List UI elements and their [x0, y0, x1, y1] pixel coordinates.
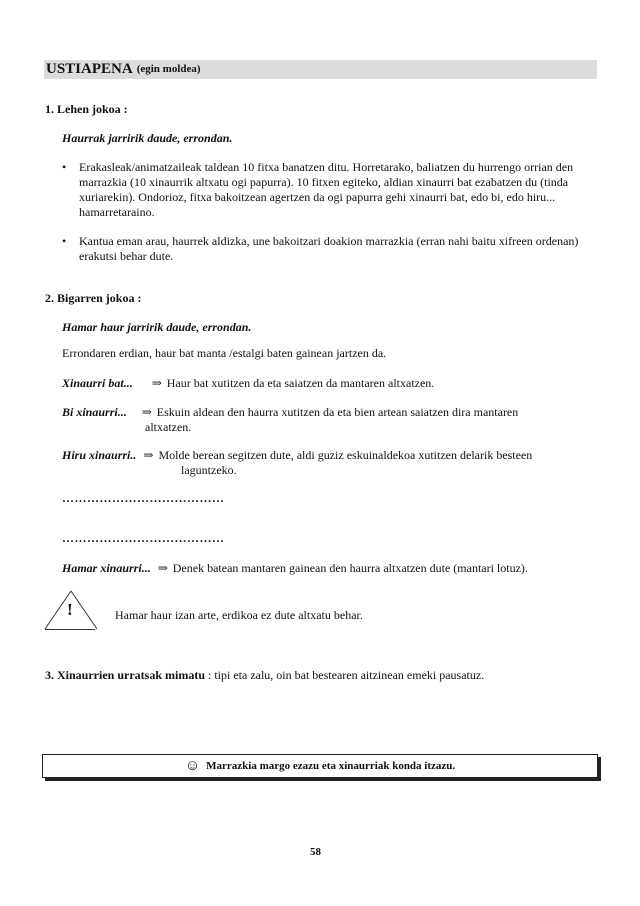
section-header	[44, 60, 597, 79]
step-label: Xinaurri bat...	[62, 376, 133, 390]
game2-description: Errondaren erdian, haur bat manta /estalgi baten gainean jartzen da.	[62, 346, 387, 360]
arrow-icon: ⇒	[157, 561, 168, 575]
step-text: Haur bat xutitzen da eta saiatzen da mantaren altxatzen.	[166, 376, 435, 390]
step-label: Bi xinaurri...	[62, 405, 127, 419]
game2-step-1	[62, 376, 434, 391]
game1-bullet-1-text: Erakasleak/animatzaileak taldean 10 fitxa banatzen ditu. Horretarako, baliatzen du hurrengo orrian den marrazkia (10 xinaurrik altxatu ogi papurra). 10 fitxen egiteko, aldian xinaurri bat ezabatzen du (tinda xuriarekin). Ondorioz, fitxa bakoitzean agertzen da ogi papurra gehi xinaurri bat, edo bi, edo hiru... hamarretaraino.	[79, 160, 574, 219]
game2-step-3	[62, 448, 532, 463]
game3-heading: 3. Xinaurrien urratsak mimatu	[45, 668, 205, 682]
game2-step-3-cont: laguntzeko.	[181, 463, 237, 477]
game2-step-2	[62, 405, 518, 420]
game1-heading: 1. Lehen jokoa :	[45, 102, 128, 116]
instruction-box	[42, 754, 598, 778]
instruction-text: Marrazkia margo ezazu eta xinaurriak konda itzazu.	[206, 759, 456, 772]
section-subtitle: (egin moldea)	[136, 63, 201, 75]
game1-intro: Haurrak jarririk daude, errondan.	[62, 131, 233, 145]
step-label: Hiru xinaurri..	[62, 448, 137, 462]
game2-last-step	[62, 561, 528, 576]
arrow-icon: ⇒	[141, 405, 152, 419]
game2-step-2-cont: altxatzen.	[145, 420, 192, 434]
arrow-icon: ⇒	[143, 448, 154, 462]
step-text: Molde berean segitzen dute, aldi guziz eskuinaldekoa xutitzen delarik besteen	[158, 448, 533, 462]
arrow-icon: ⇒	[151, 376, 162, 390]
bullet-icon: •	[62, 234, 67, 248]
game2-intro: Hamar haur jarririk daude, errondan.	[62, 320, 252, 334]
warning-exclamation: !	[67, 600, 73, 619]
step-text: Denek batean mantaren gainean den haurra altxatzen dute (mantari lotuz).	[172, 561, 528, 575]
game1-bullet-2	[62, 234, 602, 264]
step-label: Hamar xinaurri...	[62, 561, 151, 575]
game1-bullet-2-text: Kantua eman arau, haurrek aldizka, une bakoitzari doakion marrazkia (erran nahi baitu xifreen ordenan) erakutsi behar dute.	[79, 234, 579, 263]
warning-base-line	[45, 629, 95, 630]
ellipsis-line: …………………………………	[62, 531, 225, 545]
step-text: Eskuin aldean den haurra xutitzen da eta bien artean saiatzen dira mantaren	[156, 405, 519, 419]
game3-text: : tipi eta zalu, oin bat bestearen aitzinean emeki pausatuz.	[205, 668, 485, 682]
game1-bullet-1	[62, 160, 602, 220]
bullet-icon: •	[62, 160, 67, 174]
game3-line	[45, 668, 484, 683]
ellipsis-line: …………………………………	[62, 491, 225, 505]
page-number: 58	[310, 846, 321, 858]
section-title: USTIAPENA	[46, 61, 133, 77]
smiley-icon: ☺	[184, 757, 201, 774]
game2-heading: 2. Bigarren jokoa :	[45, 291, 142, 305]
warning-text: Hamar haur izan arte, erdikoa ez dute altxatu behar.	[115, 608, 363, 622]
